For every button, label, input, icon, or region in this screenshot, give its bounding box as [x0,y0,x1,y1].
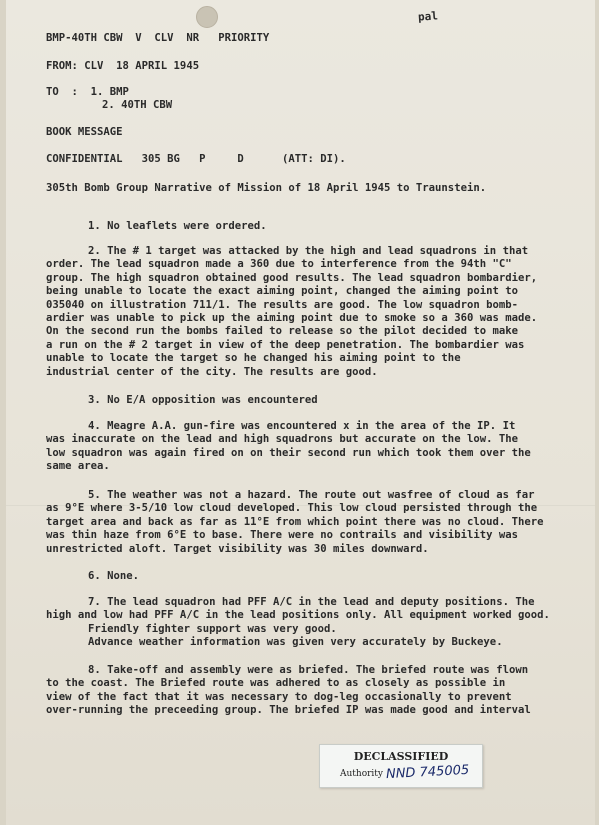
paragraph-5: 5. The weather was not a hazard. The route out wasfree of cloud as far as 9°E where 3-5/10 low cloud developed. This low cloud persisted through the target area and back as far as 11°E from which point there was no cloud. There was thin haze from 6°E to base. There were no contrails and visibility was unrestricted aloft. Target visibility was 30 miles downward. [46,489,544,555]
from-line: FROM: CLV 18 APRIL 1945 [46,60,200,72]
to-line-2: 2. 40TH CBW [102,99,173,111]
stamp-title: DECLASSIFIED [353,750,449,763]
handwritten-corner-mark: pal [417,9,439,24]
stamp-authority-value: NND 745005 [385,762,470,783]
narrative-title: 305th Bomb Group Narrative of Mission of 18 April 1945 to Traunstein. [46,182,487,194]
paragraph-6: 6. None. [88,570,140,582]
confidential-line: CONFIDENTIAL 305 BG P D (ATT: DI). [46,153,346,165]
declassified-stamp [319,744,483,788]
paragraph-3: 3. No E/A opposition was encountered [88,394,318,406]
paragraph-7: 7. The lead squadron had PFF A/C in the lead and deputy positions. The high and low had PFF A/C in the lead positions only. All equipment worked good. Friendly fighter support was very good. Advance weather information was given very accurately by Buckeye. [46,596,550,649]
stamp-authority-label: Authority [340,769,384,779]
to-line-1: TO : 1. BMP [46,86,129,98]
paragraph-2: 2. The # 1 target was attacked by the high and lead squadrons in that order. The lead squadron made a 360 due to interference from the 94th "C" group. The high squadron obtained good results. The lead squadron bombardier, being unable to locate the exact aiming point, changed the aiming point to 035040 on illustration 711/1. The results are good. The low squadron bomb- ardier was unable to pick up the aiming point due to smoke so a 360 was made. On the second run the bombs failed to release so the pilot decided to make a run on the # 2 target in view of the deep penetration. The bombardier was unable to locate the target so he changed his aiming point to the industrial center of the city. The results are good. [46,245,538,378]
paragraph-1: 1. No leaflets were ordered. [88,220,267,232]
paragraph-8: 8. Take-off and assembly were as briefed. The briefed route was flown to the coast. The Briefed route was adhered to as closely as possible in view of the fact that it was necessary to dog-leg occasionally to prevent over-running the preceeding group. The briefed IP was made good and interval [46,664,531,717]
document-page [6,0,595,825]
book-message: BOOK MESSAGE [46,126,123,138]
routing-line: BMP-40TH CBW V CLV NR PRIORITY [46,32,270,44]
paragraph-4: 4. Meagre A.A. gun-fire was encountered x in the area of the IP. It was inaccurate on the lead and high squadrons but accurate on the low. The low squadron was again fired on on their second run which took them over the same area. [46,420,531,473]
punch-hole [196,6,218,28]
